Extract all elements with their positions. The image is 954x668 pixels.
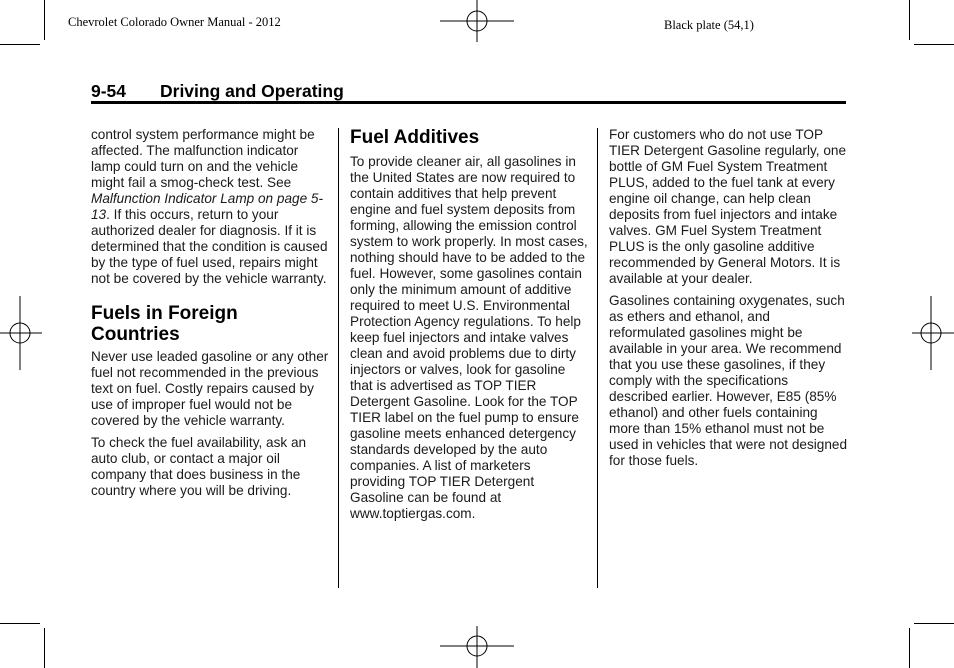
crop-mark — [909, 0, 910, 40]
registration-mark-icon — [912, 296, 954, 370]
paragraph: control system performance might be affected. The malfunction indicator lamp could turn on and the vehicle might fail a smog-check test. See Malfunction Indicator Lamp on page 5-13. If this occurs, return to your authorized dealer for diagnosis. If it is determined that the condition is caused by the type of fuel used, repairs might not be covered by the vehicle warranty. — [91, 127, 328, 286]
header-rule — [91, 101, 846, 104]
crop-mark — [914, 44, 954, 45]
plate-slug: Black plate (54,1) — [664, 18, 754, 32]
section-heading: Fuel Additives — [350, 127, 480, 148]
manual-slug: Chevrolet Colorado Owner Manual - 2012 — [68, 15, 281, 29]
crop-mark — [44, 0, 45, 40]
paragraph: Gasolines containing oxygenates, such as ethers and ethanol, and reformulated gasolines might be available in your area. We recommend that you use these gasolines, if they comply with the specifications described earlier. However, E85 (85% ethanol) and other fuels containing more than 15% ethanol must not be used in vehicles that were not designed for those fuels. — [609, 293, 848, 468]
column-divider — [597, 128, 598, 588]
crop-mark — [0, 44, 40, 45]
page-number: 9-54 — [91, 81, 127, 101]
paragraph: Never use leaded gasoline or any other fuel not recommended in the previous text on fuel. Costly repairs caused by use of improper fuel would not be covered by the vehicle warranty. — [91, 349, 329, 428]
section-title: Driving and Operating — [160, 81, 344, 101]
crop-mark — [0, 623, 40, 624]
registration-mark-icon — [440, 624, 514, 668]
crop-mark — [44, 628, 45, 668]
column-1 — [91, 127, 331, 505]
paragraph: For customers who do not use TOP TIER Detergent Gasoline regularly, one bottle of GM Fuel System Treatment PLUS, added to the fuel tank at every engine oil change, can help clean deposits from fuel injectors and intake valves. GM Fuel System Treatment PLUS is the only gasoline additive recommended by General Motors. It is available at your dealer. — [609, 127, 847, 286]
cross-reference-link[interactable]: Malfunction Indicator Lamp on page 5-13 — [91, 191, 323, 222]
column-3 — [609, 127, 849, 475]
crop-mark — [909, 628, 910, 668]
section-heading: Fuels in Foreign Countries — [91, 303, 238, 345]
column-divider — [338, 128, 339, 588]
registration-mark-icon — [440, 0, 514, 44]
running-header — [91, 80, 846, 102]
column-2 — [350, 127, 588, 528]
paragraph: To provide cleaner air, all gasolines in the United States are now required to contain additives that help prevent engine and fuel system deposits from forming, allowing the emission control system to work properly. In most cases, nothing should have to be added to the fuel. However, some gasolines contain only the minimum amount of additive required to meet U.S. Environmental Protection Agency regulations. To help keep fuel injectors and intake valves clean and avoid problems due to dirty injectors or valves, look for gasoline that is advertised as TOP TIER Detergent Gasoline. Look for the TOP TIER label on the fuel pump to ensure gasoline meets enhanced detergency standards developed by the auto companies. A list of marketers providing TOP TIER Detergent Gasoline can be found at www.toptiergas.com. — [350, 154, 588, 521]
paragraph: To check the fuel availability, ask an auto club, or contact a major oil company that does business in the country where you will be driving. — [91, 435, 307, 498]
registration-mark-icon — [0, 296, 42, 370]
crop-mark — [914, 623, 954, 624]
